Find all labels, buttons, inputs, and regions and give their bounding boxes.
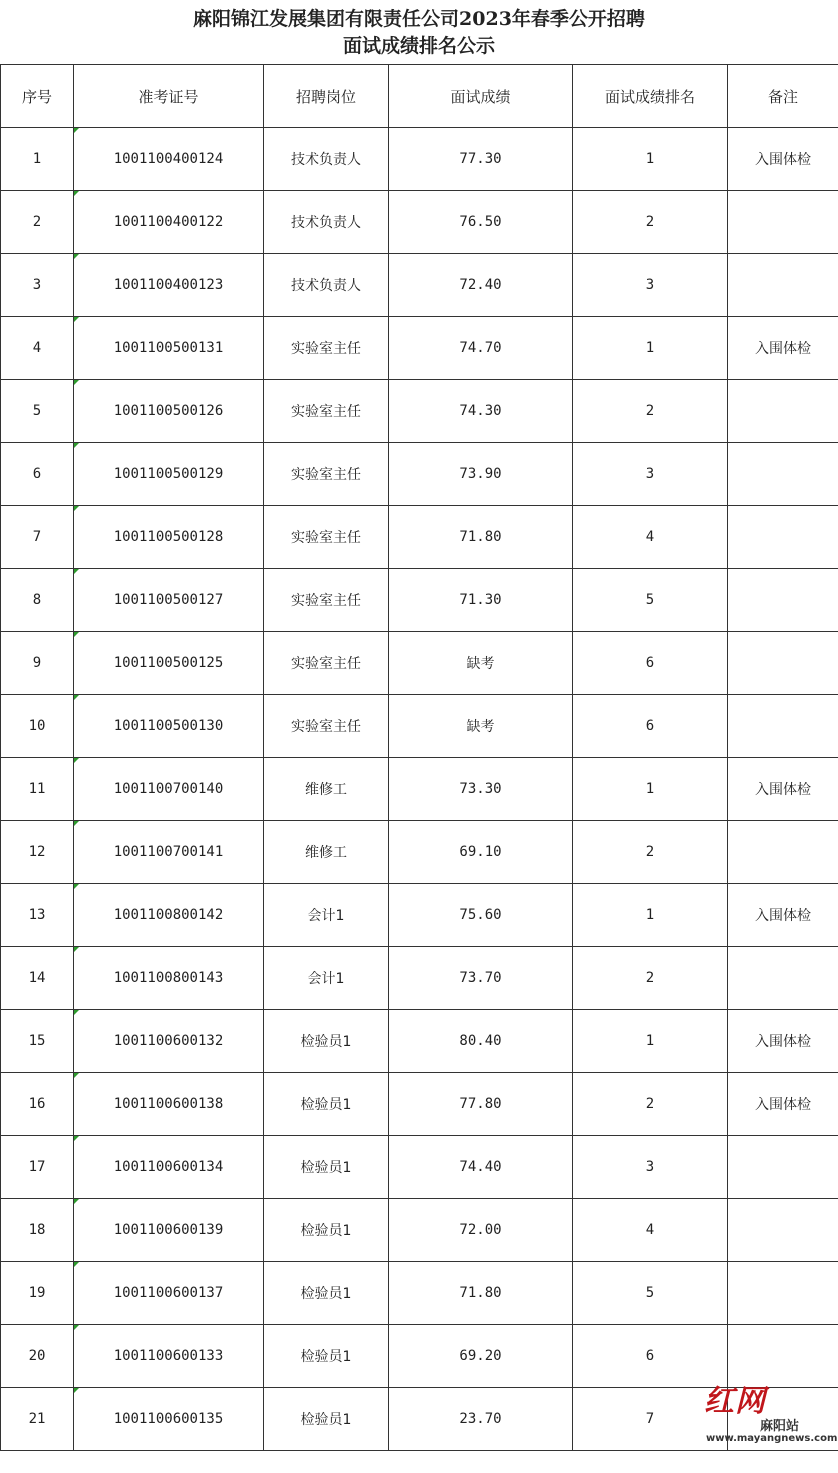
cell-position: 检验员1 [264,1073,389,1136]
cell-position: 检验员1 [264,1262,389,1325]
cell-score: 69.20 [389,1325,573,1388]
cell-remark [728,821,838,884]
cell-score: 80.40 [389,1010,573,1073]
cell-rank: 2 [573,191,728,254]
table-row [1,254,838,317]
cell-index: 2 [1,191,74,254]
table-row [1,443,838,506]
cell-position: 检验员1 [264,1388,389,1451]
cell-exam-id: 1001100500127 [74,569,264,632]
cell-rank: 2 [573,947,728,1010]
cell-remark: 入围体检 [728,758,838,821]
cell-score: 71.80 [389,506,573,569]
cell-score: 缺考 [389,695,573,758]
title-line-2: 面试成绩排名公示 [342,35,495,57]
cell-rank: 1 [573,884,728,947]
cell-position: 实验室主任 [264,695,389,758]
cell-index: 21 [1,1388,74,1451]
cell-remark [728,1199,838,1262]
cell-rank: 1 [573,758,728,821]
cell-exam-id: 1001100500125 [74,632,264,695]
cell-position: 实验室主任 [264,569,389,632]
cell-position: 实验室主任 [264,443,389,506]
cell-exam-id: 1001100500129 [74,443,264,506]
cell-score: 69.10 [389,821,573,884]
cell-index: 7 [1,506,74,569]
cell-exam-id: 1001100400123 [74,254,264,317]
cell-position: 实验室主任 [264,506,389,569]
table-row [1,191,838,254]
table-row [1,1073,838,1136]
table-row [1,1325,838,1388]
cell-remark [728,254,838,317]
table-row [1,1136,838,1199]
table-row [1,821,838,884]
header-exam-id: 准考证号 [74,65,264,128]
cell-rank: 2 [573,380,728,443]
cell-index: 17 [1,1136,74,1199]
cell-position: 会计1 [264,947,389,1010]
cell-exam-id: 1001100700140 [74,758,264,821]
cell-score: 71.30 [389,569,573,632]
score-table-body [1,128,838,1451]
score-table [0,64,838,1451]
cell-score: 71.80 [389,1262,573,1325]
cell-remark [728,1325,838,1388]
table-row [1,569,838,632]
table-row [1,1010,838,1073]
cell-rank: 3 [573,443,728,506]
table-row [1,380,838,443]
cell-exam-id: 1001100500128 [74,506,264,569]
cell-index: 19 [1,1262,74,1325]
cell-score: 75.60 [389,884,573,947]
cell-position: 维修工 [264,821,389,884]
cell-rank: 5 [573,1262,728,1325]
cell-remark [728,1136,838,1199]
cell-position: 检验员1 [264,1325,389,1388]
table-row [1,758,838,821]
cell-remark: 入围体检 [728,317,838,380]
cell-position: 实验室主任 [264,632,389,695]
cell-score: 77.80 [389,1073,573,1136]
cell-position: 技术负责人 [264,128,389,191]
cell-index: 8 [1,569,74,632]
cell-index: 15 [1,1010,74,1073]
cell-exam-id: 1001100700141 [74,821,264,884]
cell-position: 检验员1 [264,1199,389,1262]
cell-score: 74.70 [389,317,573,380]
header-position: 招聘岗位 [264,65,389,128]
cell-exam-id: 1001100600137 [74,1262,264,1325]
cell-remark [728,947,838,1010]
cell-index: 16 [1,1073,74,1136]
watermark-station: 麻阳站 [760,1419,800,1434]
cell-position: 技术负责人 [264,254,389,317]
cell-remark [728,380,838,443]
cell-score: 72.40 [389,254,573,317]
cell-rank: 3 [573,254,728,317]
table-row [1,1388,838,1451]
cell-position: 会计1 [264,884,389,947]
header-index: 序号 [1,65,74,128]
cell-score: 23.70 [389,1388,573,1451]
cell-rank: 2 [573,821,728,884]
cell-exam-id: 1001100600132 [74,1010,264,1073]
table-row [1,1199,838,1262]
cell-rank: 2 [573,1073,728,1136]
cell-rank: 4 [573,1199,728,1262]
cell-rank: 6 [573,1325,728,1388]
cell-score: 74.40 [389,1136,573,1199]
title-line-1: 麻阳锦江发展集团有限责任公司2023年春季公开招聘 [193,8,645,30]
cell-rank: 5 [573,569,728,632]
cell-position: 实验室主任 [264,317,389,380]
cell-index: 11 [1,758,74,821]
cell-rank: 4 [573,506,728,569]
header-row [1,65,838,128]
cell-exam-id: 1001100400122 [74,191,264,254]
cell-remark [728,1262,838,1325]
header-rank: 面试成绩排名 [573,65,728,128]
table-row [1,1262,838,1325]
cell-remark: 入围体检 [728,884,838,947]
cell-exam-id: 1001100600139 [74,1199,264,1262]
cell-index: 3 [1,254,74,317]
cell-score: 73.70 [389,947,573,1010]
cell-exam-id: 1001100800142 [74,884,264,947]
cell-exam-id: 1001100600138 [74,1073,264,1136]
table-row [1,695,838,758]
watermark-url: www.mayangnews.com [706,1433,838,1444]
cell-index: 6 [1,443,74,506]
cell-position: 技术负责人 [264,191,389,254]
table-row [1,632,838,695]
table-row [1,317,838,380]
header-remark: 备注 [728,65,838,128]
cell-rank: 3 [573,1136,728,1199]
cell-exam-id: 1001100500126 [74,380,264,443]
cell-index: 14 [1,947,74,1010]
cell-score: 73.90 [389,443,573,506]
cell-score: 73.30 [389,758,573,821]
watermark-brand: 红网 [704,1384,766,1419]
cell-position: 维修工 [264,758,389,821]
table-row [1,506,838,569]
cell-index: 12 [1,821,74,884]
cell-index: 10 [1,695,74,758]
cell-score: 72.00 [389,1199,573,1262]
cell-index: 18 [1,1199,74,1262]
cell-remark [728,191,838,254]
table-row [1,884,838,947]
cell-position: 检验员1 [264,1136,389,1199]
cell-exam-id: 1001100400124 [74,128,264,191]
cell-score: 74.30 [389,380,573,443]
cell-remark [728,695,838,758]
cell-index: 4 [1,317,74,380]
cell-index: 9 [1,632,74,695]
cell-exam-id: 1001100500131 [74,317,264,380]
cell-index: 1 [1,128,74,191]
cell-score: 76.50 [389,191,573,254]
cell-exam-id: 1001100600135 [74,1388,264,1451]
cell-rank: 7 [573,1388,728,1451]
header-score: 面试成绩 [389,65,573,128]
cell-rank: 1 [573,1010,728,1073]
cell-rank: 6 [573,695,728,758]
cell-exam-id: 1001100800143 [74,947,264,1010]
cell-remark [728,569,838,632]
cell-score: 缺考 [389,632,573,695]
cell-remark: 入围体检 [728,1010,838,1073]
cell-remark: 入围体检 [728,128,838,191]
cell-remark [728,1388,838,1451]
cell-rank: 1 [573,128,728,191]
cell-exam-id: 1001100600134 [74,1136,264,1199]
table-row [1,128,838,191]
cell-position: 实验室主任 [264,380,389,443]
cell-remark [728,632,838,695]
cell-index: 20 [1,1325,74,1388]
page-title [0,0,838,64]
cell-exam-id: 1001100500130 [74,695,264,758]
cell-remark [728,506,838,569]
cell-exam-id: 1001100600133 [74,1325,264,1388]
table-row [1,947,838,1010]
cell-position: 检验员1 [264,1010,389,1073]
cell-remark: 入围体检 [728,1073,838,1136]
cell-rank: 6 [573,632,728,695]
cell-index: 5 [1,380,74,443]
cell-score: 77.30 [389,128,573,191]
cell-index: 13 [1,884,74,947]
cell-rank: 1 [573,317,728,380]
cell-remark [728,443,838,506]
